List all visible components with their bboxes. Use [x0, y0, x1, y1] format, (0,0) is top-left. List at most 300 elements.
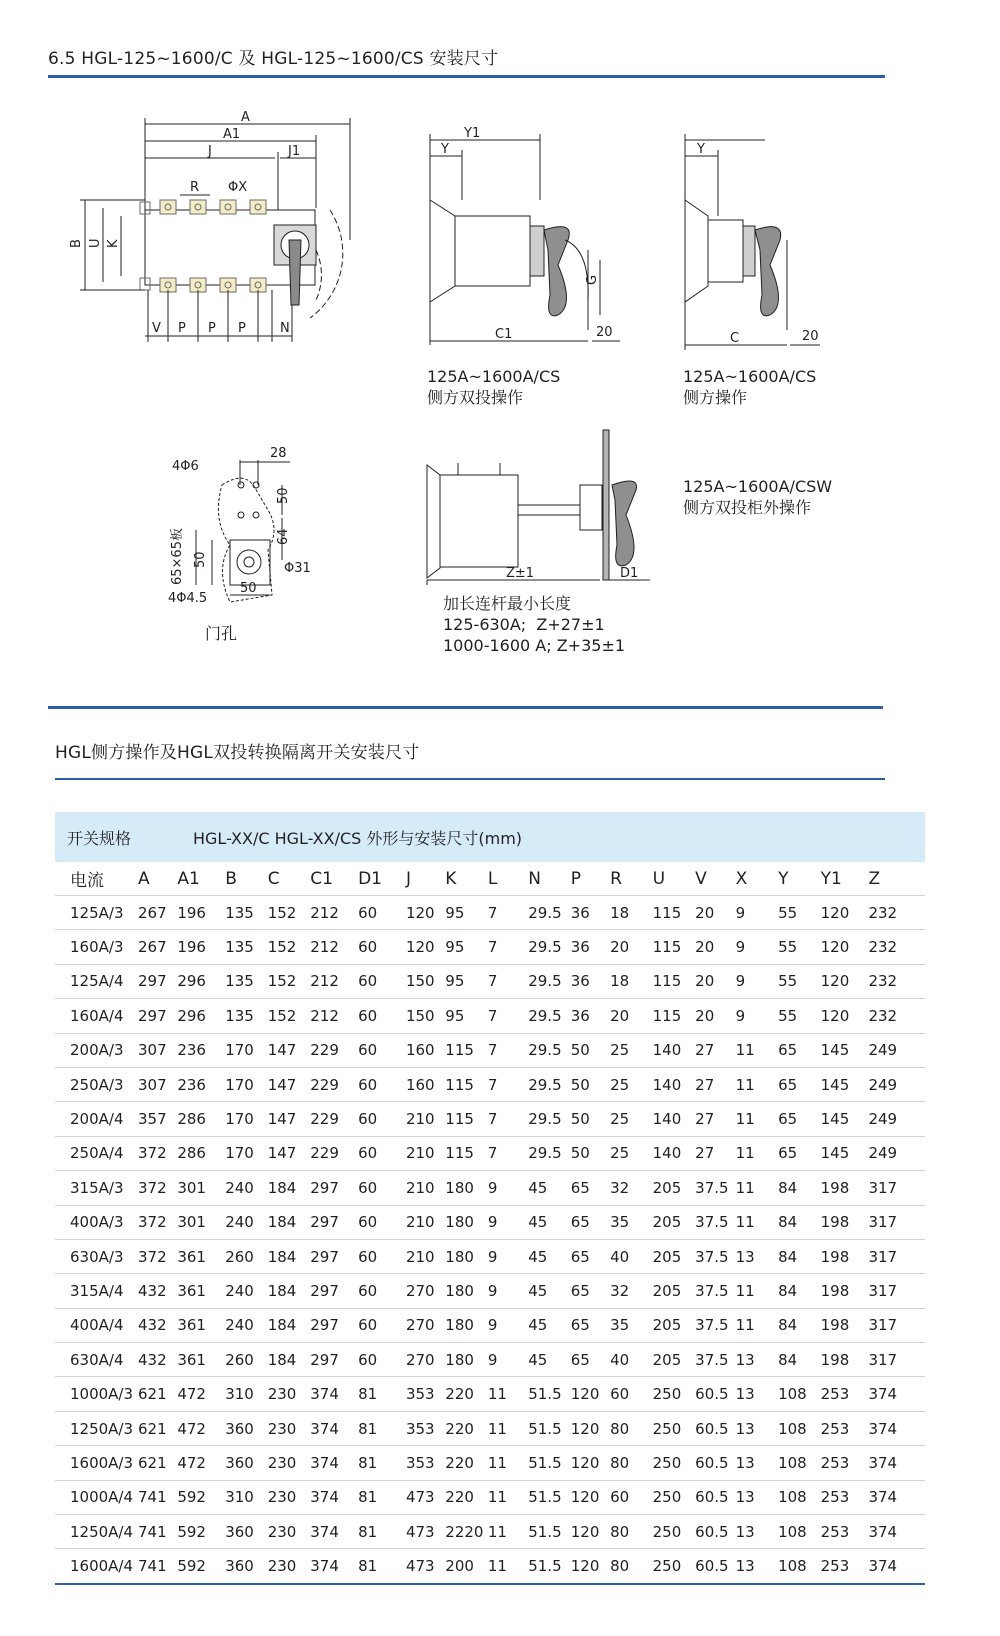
value-cell: 374	[310, 1480, 358, 1514]
value-cell: 108	[778, 1515, 821, 1549]
value-cell: 65	[571, 1239, 610, 1273]
table-row	[55, 1411, 925, 1445]
value-cell: 374	[310, 1411, 358, 1445]
dim-4phi6: 4Φ6	[172, 459, 199, 474]
value-cell: 84	[778, 1171, 821, 1205]
spec-description: HGL-XX/C HGL-XX/CS 外形与安装尺寸(mm)	[138, 812, 925, 862]
value-cell: 65	[571, 1343, 610, 1377]
value-cell: 115	[445, 1136, 488, 1170]
value-cell: 9	[488, 1205, 528, 1239]
value-cell: 50	[571, 1102, 610, 1136]
value-cell: D1	[358, 862, 406, 896]
value-cell: 7	[488, 964, 528, 998]
value-cell: 65	[571, 1205, 610, 1239]
value-cell: 152	[268, 896, 311, 930]
dim-Y-single: Y	[697, 142, 705, 157]
value-cell: 40	[610, 1239, 653, 1273]
value-cell: 353	[406, 1411, 445, 1445]
value-cell: 374	[868, 1411, 925, 1445]
value-cell: 253	[821, 1549, 869, 1584]
value-cell: 84	[778, 1239, 821, 1273]
dim-50v: 50	[276, 487, 291, 504]
value-cell: 432	[138, 1308, 177, 1342]
value-cell: 205	[653, 1274, 696, 1308]
value-cell: 361	[177, 1308, 225, 1342]
value-cell: 249	[868, 1102, 925, 1136]
value-cell: 147	[268, 1033, 311, 1067]
row-label-cell: 630A/4	[55, 1343, 138, 1377]
value-cell: 229	[310, 1102, 358, 1136]
dim-K: K	[106, 239, 121, 248]
dim-R: R	[190, 180, 200, 195]
dim-50h: 50	[240, 581, 257, 596]
value-cell: 60	[358, 1033, 406, 1067]
value-cell: 65	[571, 1274, 610, 1308]
value-cell: 140	[653, 1102, 696, 1136]
value-cell: 180	[445, 1274, 488, 1308]
value-cell: 81	[358, 1377, 406, 1411]
dim-Z: Z±1	[506, 566, 535, 581]
value-cell: 11	[488, 1515, 528, 1549]
value-cell: 51.5	[528, 1480, 571, 1514]
row-label-cell: 160A/3	[55, 930, 138, 964]
table-row	[55, 1343, 925, 1377]
value-cell: 170	[225, 1102, 268, 1136]
value-cell: X	[736, 862, 779, 896]
value-cell: 50	[571, 1136, 610, 1170]
table-row	[55, 964, 925, 998]
value-cell: 170	[225, 1067, 268, 1101]
value-cell: 160	[406, 1033, 445, 1067]
row-label-cell: 1250A/4	[55, 1515, 138, 1549]
value-cell: 374	[310, 1515, 358, 1549]
value-cell: 81	[358, 1480, 406, 1514]
value-cell: 11	[488, 1549, 528, 1584]
value-cell: 198	[821, 1343, 869, 1377]
dim-Y: Y	[441, 142, 449, 157]
table-row	[55, 1033, 925, 1067]
table-row	[55, 1515, 925, 1549]
value-cell: Z	[868, 862, 925, 896]
value-cell: 50	[571, 1067, 610, 1101]
value-cell: 297	[310, 1205, 358, 1239]
value-cell: 472	[177, 1411, 225, 1445]
value-cell: 270	[406, 1274, 445, 1308]
value-cell: 25	[610, 1136, 653, 1170]
value-cell: 51.5	[528, 1446, 571, 1480]
value-cell: 152	[268, 999, 311, 1033]
value-cell: 29.5	[528, 1033, 571, 1067]
value-cell: 147	[268, 1102, 311, 1136]
value-cell: 196	[177, 930, 225, 964]
row-label-cell: 315A/4	[55, 1274, 138, 1308]
value-cell: 472	[177, 1446, 225, 1480]
table-section-rule	[48, 706, 883, 709]
value-cell: 210	[406, 1205, 445, 1239]
value-cell: 307	[138, 1033, 177, 1067]
value-cell: 60	[358, 1343, 406, 1377]
value-cell: 60	[358, 1136, 406, 1170]
value-cell: 145	[821, 1067, 869, 1101]
value-cell: 150	[406, 999, 445, 1033]
value-cell: 260	[225, 1239, 268, 1273]
value-cell: 60.5	[695, 1411, 735, 1445]
value-cell: 9	[736, 930, 779, 964]
value-cell: 741	[138, 1480, 177, 1514]
value-cell: 45	[528, 1171, 571, 1205]
value-cell: J	[406, 862, 445, 896]
value-cell: 37.5	[695, 1239, 735, 1273]
value-cell: 40	[610, 1343, 653, 1377]
value-cell: A	[138, 862, 177, 896]
value-cell: 55	[778, 999, 821, 1033]
value-cell: 9	[736, 896, 779, 930]
value-cell: 150	[406, 964, 445, 998]
value-cell: 741	[138, 1549, 177, 1584]
value-cell: 297	[310, 1308, 358, 1342]
value-cell: 297	[138, 964, 177, 998]
value-cell: 80	[610, 1411, 653, 1445]
value-cell: 13	[736, 1446, 779, 1480]
value-cell: 240	[225, 1205, 268, 1239]
value-cell: 210	[406, 1136, 445, 1170]
value-cell: 81	[358, 1411, 406, 1445]
value-cell: 13	[736, 1411, 779, 1445]
value-cell: 18	[610, 964, 653, 998]
value-cell: 240	[225, 1171, 268, 1205]
value-cell: 120	[821, 999, 869, 1033]
value-cell: 11	[736, 1033, 779, 1067]
row-label-cell: 250A/3	[55, 1067, 138, 1101]
value-cell: 361	[177, 1343, 225, 1377]
value-cell: 7	[488, 1136, 528, 1170]
value-cell: 115	[445, 1102, 488, 1136]
value-cell: 120	[406, 896, 445, 930]
value-cell: 60	[358, 930, 406, 964]
dim-64: 64	[276, 528, 291, 545]
value-cell: 198	[821, 1239, 869, 1273]
value-cell: 360	[225, 1515, 268, 1549]
value-cell: 120	[821, 896, 869, 930]
value-cell: 95	[445, 964, 488, 998]
value-cell: 36	[571, 999, 610, 1033]
row-label-cell: 125A/4	[55, 964, 138, 998]
front-view-drawing	[80, 118, 350, 342]
dim-PhiX: ΦX	[228, 180, 248, 195]
value-cell: 240	[225, 1308, 268, 1342]
value-cell: 27	[695, 1067, 735, 1101]
side-view-cs-double-drawing	[430, 134, 620, 345]
value-cell: 115	[653, 964, 696, 998]
value-cell: 205	[653, 1308, 696, 1342]
value-cell: 236	[177, 1067, 225, 1101]
value-cell: 45	[528, 1274, 571, 1308]
value-cell: C1	[310, 862, 358, 896]
value-cell: 297	[310, 1239, 358, 1273]
spec-label: 开关规格	[55, 812, 138, 862]
value-cell: 120	[571, 1446, 610, 1480]
dim-20b: 20	[802, 329, 819, 344]
value-cell: 317	[868, 1343, 925, 1377]
dim-C: C	[730, 331, 740, 346]
value-cell: 621	[138, 1377, 177, 1411]
row-label-cell: 电流	[55, 862, 138, 896]
value-cell: 592	[177, 1549, 225, 1584]
value-cell: 236	[177, 1033, 225, 1067]
value-cell: 230	[268, 1446, 311, 1480]
value-cell: C	[268, 862, 311, 896]
value-cell: 37.5	[695, 1274, 735, 1308]
value-cell: 317	[868, 1308, 925, 1342]
value-cell: 220	[445, 1446, 488, 1480]
value-cell: 147	[268, 1136, 311, 1170]
value-cell: 184	[268, 1205, 311, 1239]
value-cell: 220	[445, 1411, 488, 1445]
extension-rod-drawing	[427, 430, 650, 585]
value-cell: 84	[778, 1308, 821, 1342]
value-cell: 240	[225, 1274, 268, 1308]
value-cell: 2220	[445, 1515, 488, 1549]
value-cell: 55	[778, 964, 821, 998]
value-cell: 36	[571, 964, 610, 998]
table-row	[55, 1377, 925, 1411]
row-label-cell: 1000A/3	[55, 1377, 138, 1411]
value-cell: 80	[610, 1515, 653, 1549]
value-cell: 60	[610, 1377, 653, 1411]
dim-P3: P	[238, 321, 246, 336]
value-cell: 13	[736, 1239, 779, 1273]
value-cell: 374	[868, 1480, 925, 1514]
value-cell: 84	[778, 1343, 821, 1377]
value-cell: 297	[138, 999, 177, 1033]
value-cell: 232	[868, 999, 925, 1033]
value-cell: 95	[445, 896, 488, 930]
value-cell: 374	[310, 1549, 358, 1584]
value-cell: 250	[653, 1411, 696, 1445]
row-label-cell: 200A/3	[55, 1033, 138, 1067]
value-cell: 35	[610, 1205, 653, 1239]
value-cell: 296	[177, 964, 225, 998]
value-cell: 37.5	[695, 1308, 735, 1342]
table-row	[55, 999, 925, 1033]
value-cell: 60.5	[695, 1515, 735, 1549]
value-cell: 29.5	[528, 999, 571, 1033]
row-label-cell: 400A/3	[55, 1205, 138, 1239]
value-cell: 7	[488, 1067, 528, 1101]
value-cell: 432	[138, 1343, 177, 1377]
value-cell: 55	[778, 896, 821, 930]
value-cell: 84	[778, 1274, 821, 1308]
value-cell: 170	[225, 1033, 268, 1067]
value-cell: 65	[778, 1067, 821, 1101]
value-cell: 115	[653, 999, 696, 1033]
value-cell: 20	[695, 930, 735, 964]
value-cell: 115	[653, 896, 696, 930]
value-cell: 108	[778, 1411, 821, 1445]
value-cell: 35	[610, 1308, 653, 1342]
value-cell: 55	[778, 930, 821, 964]
value-cell: 60.5	[695, 1446, 735, 1480]
value-cell: 250	[653, 1446, 696, 1480]
value-cell: 180	[445, 1239, 488, 1273]
value-cell: 198	[821, 1308, 869, 1342]
table-row	[55, 1549, 925, 1584]
value-cell: 95	[445, 930, 488, 964]
value-cell: 120	[571, 1549, 610, 1584]
value-cell: 145	[821, 1136, 869, 1170]
value-cell: 11	[736, 1171, 779, 1205]
value-cell: 210	[406, 1102, 445, 1136]
value-cell: 80	[610, 1549, 653, 1584]
value-cell: 374	[868, 1446, 925, 1480]
value-cell: 11	[736, 1308, 779, 1342]
dim-J1: J1	[288, 144, 301, 159]
value-cell: 317	[868, 1239, 925, 1273]
value-cell: 621	[138, 1411, 177, 1445]
value-cell: 184	[268, 1308, 311, 1342]
value-cell: 145	[821, 1102, 869, 1136]
value-cell: 230	[268, 1377, 311, 1411]
dim-28: 28	[270, 446, 287, 461]
value-cell: 13	[736, 1480, 779, 1514]
value-cell: 317	[868, 1205, 925, 1239]
value-cell: 301	[177, 1171, 225, 1205]
value-cell: 7	[488, 896, 528, 930]
value-cell: 135	[225, 930, 268, 964]
value-cell: 120	[571, 1480, 610, 1514]
value-cell: 32	[610, 1171, 653, 1205]
value-cell: 229	[310, 1033, 358, 1067]
row-label-cell: 1600A/3	[55, 1446, 138, 1480]
dim-50b: 50	[193, 551, 208, 568]
value-cell: 60	[610, 1480, 653, 1514]
value-cell: 36	[571, 896, 610, 930]
table-header-row	[55, 812, 925, 862]
dim-U: U	[88, 238, 103, 248]
value-cell: 372	[138, 1136, 177, 1170]
value-cell: 473	[406, 1549, 445, 1584]
value-cell: 84	[778, 1205, 821, 1239]
value-cell: 11	[736, 1102, 779, 1136]
value-cell: 120	[571, 1515, 610, 1549]
value-cell: 120	[571, 1377, 610, 1411]
dim-65x65: 65×65板	[170, 528, 185, 585]
value-cell: 60	[358, 1205, 406, 1239]
value-cell: 310	[225, 1377, 268, 1411]
value-cell: 25	[610, 1033, 653, 1067]
value-cell: 232	[868, 930, 925, 964]
value-cell: 230	[268, 1480, 311, 1514]
value-cell: 212	[310, 896, 358, 930]
value-cell: 11	[736, 1136, 779, 1170]
dim-phi31: Φ31	[284, 561, 311, 576]
value-cell: 7	[488, 999, 528, 1033]
value-cell: 249	[868, 1067, 925, 1101]
value-cell: 60	[358, 1102, 406, 1136]
value-cell: R	[610, 862, 653, 896]
row-label-cell: 1250A/3	[55, 1411, 138, 1445]
value-cell: 36	[571, 930, 610, 964]
dim-P2: P	[208, 321, 216, 336]
value-cell: 29.5	[528, 1102, 571, 1136]
table-row	[55, 1239, 925, 1273]
value-cell: B	[225, 862, 268, 896]
value-cell: 115	[445, 1033, 488, 1067]
value-cell: P	[571, 862, 610, 896]
value-cell: N	[528, 862, 571, 896]
value-cell: 267	[138, 930, 177, 964]
value-cell: 81	[358, 1515, 406, 1549]
value-cell: 108	[778, 1377, 821, 1411]
value-cell: 205	[653, 1171, 696, 1205]
value-cell: 230	[268, 1549, 311, 1584]
value-cell: 45	[528, 1308, 571, 1342]
value-cell: 360	[225, 1411, 268, 1445]
value-cell: 372	[138, 1171, 177, 1205]
value-cell: 147	[268, 1067, 311, 1101]
value-cell: 7	[488, 1033, 528, 1067]
value-cell: 9	[488, 1239, 528, 1273]
value-cell: 140	[653, 1136, 696, 1170]
value-cell: 51.5	[528, 1549, 571, 1584]
value-cell: 301	[177, 1205, 225, 1239]
value-cell: 160	[406, 1067, 445, 1101]
value-cell: 9	[488, 1274, 528, 1308]
value-cell: 198	[821, 1205, 869, 1239]
table-row	[55, 1102, 925, 1136]
value-cell: 297	[310, 1171, 358, 1205]
value-cell: 20	[610, 999, 653, 1033]
value-cell: 372	[138, 1239, 177, 1273]
value-cell: 60	[358, 1274, 406, 1308]
row-label-cell: 1000A/4	[55, 1480, 138, 1514]
value-cell: 9	[736, 999, 779, 1033]
value-cell: 473	[406, 1480, 445, 1514]
value-cell: 9	[488, 1308, 528, 1342]
table-row	[55, 1480, 925, 1514]
value-cell: 286	[177, 1136, 225, 1170]
value-cell: 250	[653, 1549, 696, 1584]
dim-G: G	[585, 274, 600, 285]
value-cell: 29.5	[528, 964, 571, 998]
value-cell: 11	[488, 1411, 528, 1445]
value-cell: 229	[310, 1136, 358, 1170]
value-cell: 115	[653, 930, 696, 964]
dim-Y1: Y1	[464, 126, 481, 141]
value-cell: 361	[177, 1239, 225, 1273]
value-cell: 25	[610, 1067, 653, 1101]
value-cell: 11	[736, 1205, 779, 1239]
value-cell: 60.5	[695, 1549, 735, 1584]
row-label-cell: 160A/4	[55, 999, 138, 1033]
dim-B: B	[69, 239, 84, 248]
section-title-rule	[48, 75, 885, 78]
dim-D1: D1	[620, 566, 639, 581]
value-cell: 297	[310, 1274, 358, 1308]
value-cell: 212	[310, 930, 358, 964]
value-cell: 20	[695, 896, 735, 930]
side-view-cs-single-drawing	[685, 134, 820, 350]
value-cell: 29.5	[528, 930, 571, 964]
value-cell: 95	[445, 999, 488, 1033]
value-cell: 135	[225, 999, 268, 1033]
value-cell: 374	[868, 1377, 925, 1411]
value-cell: 180	[445, 1308, 488, 1342]
value-cell: 317	[868, 1274, 925, 1308]
value-cell: 11	[736, 1067, 779, 1101]
value-cell: 374	[868, 1515, 925, 1549]
value-cell: 60	[358, 964, 406, 998]
